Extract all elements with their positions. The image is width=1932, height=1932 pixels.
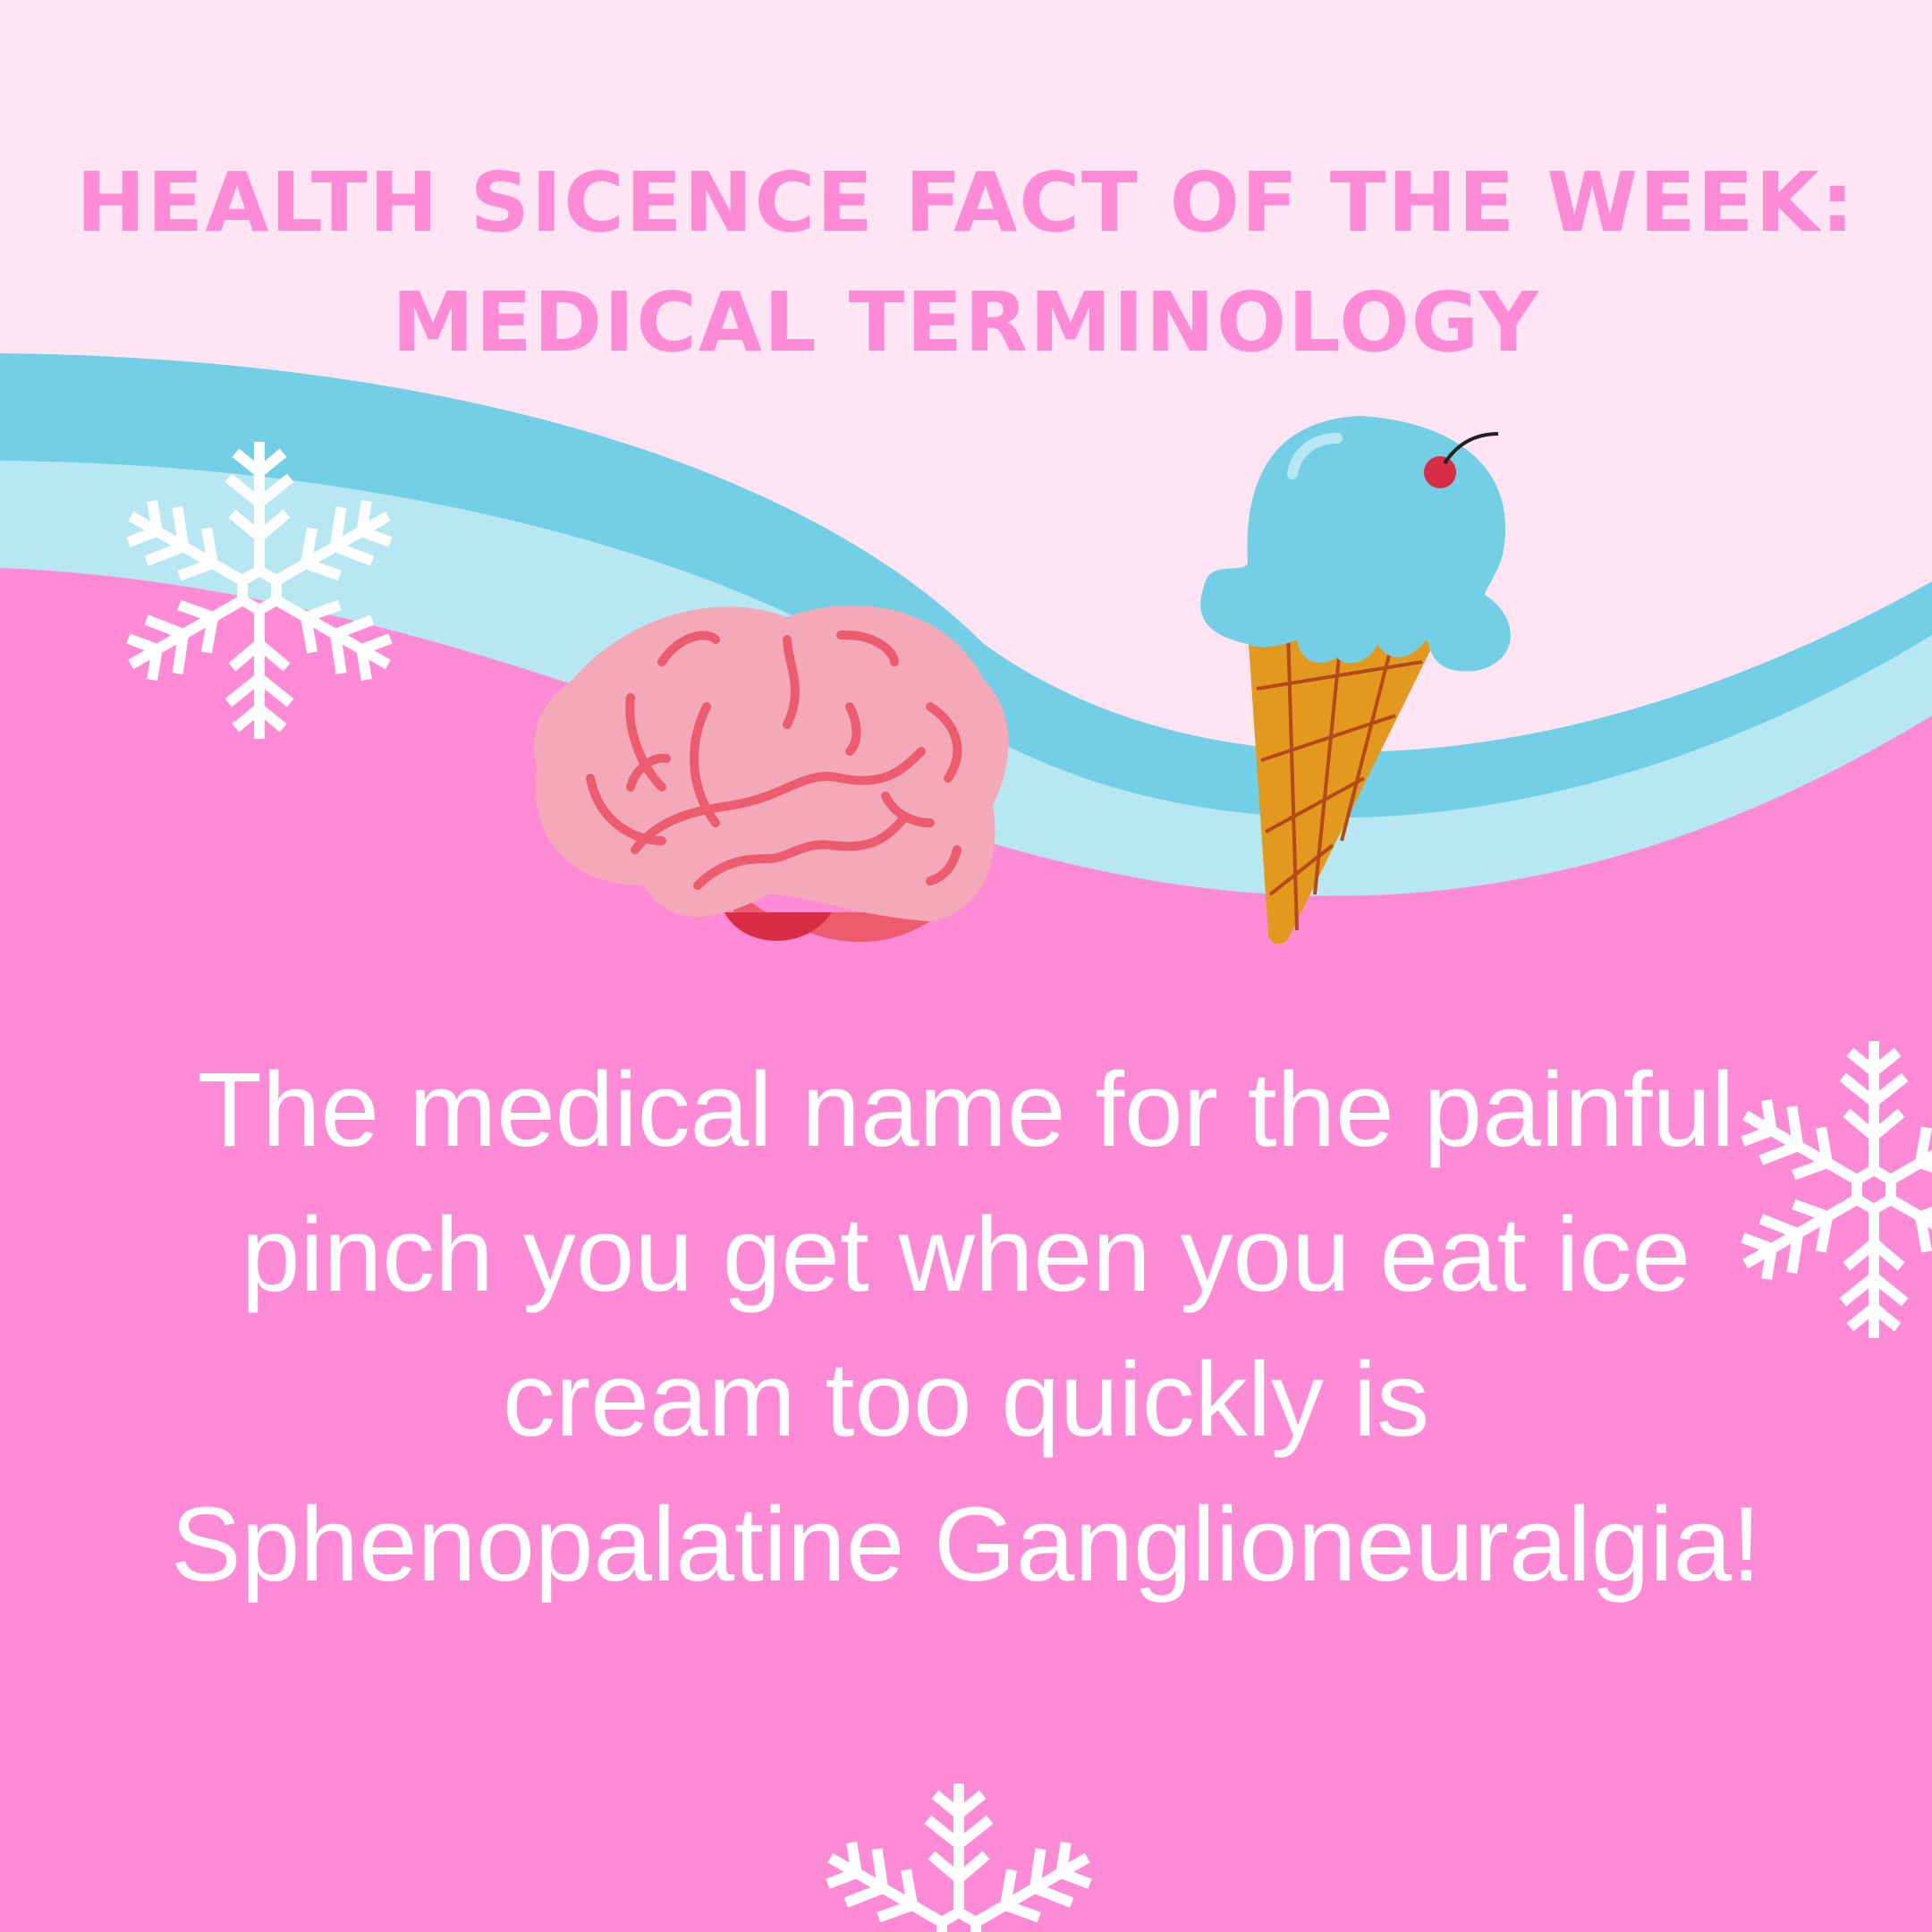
title-line-2: MEDICAL TERMINOLOGY (392, 275, 1540, 370)
fact-text: The medical name for the painful pinch you get when you eat ice cream too quickly is Sphenopalatine Ganglioneuralgia! (171, 1051, 1761, 1604)
page-title (0, 143, 1932, 383)
title-line-1: HEALTH SICENCE FACT OF THE WEEK: (76, 155, 1856, 250)
